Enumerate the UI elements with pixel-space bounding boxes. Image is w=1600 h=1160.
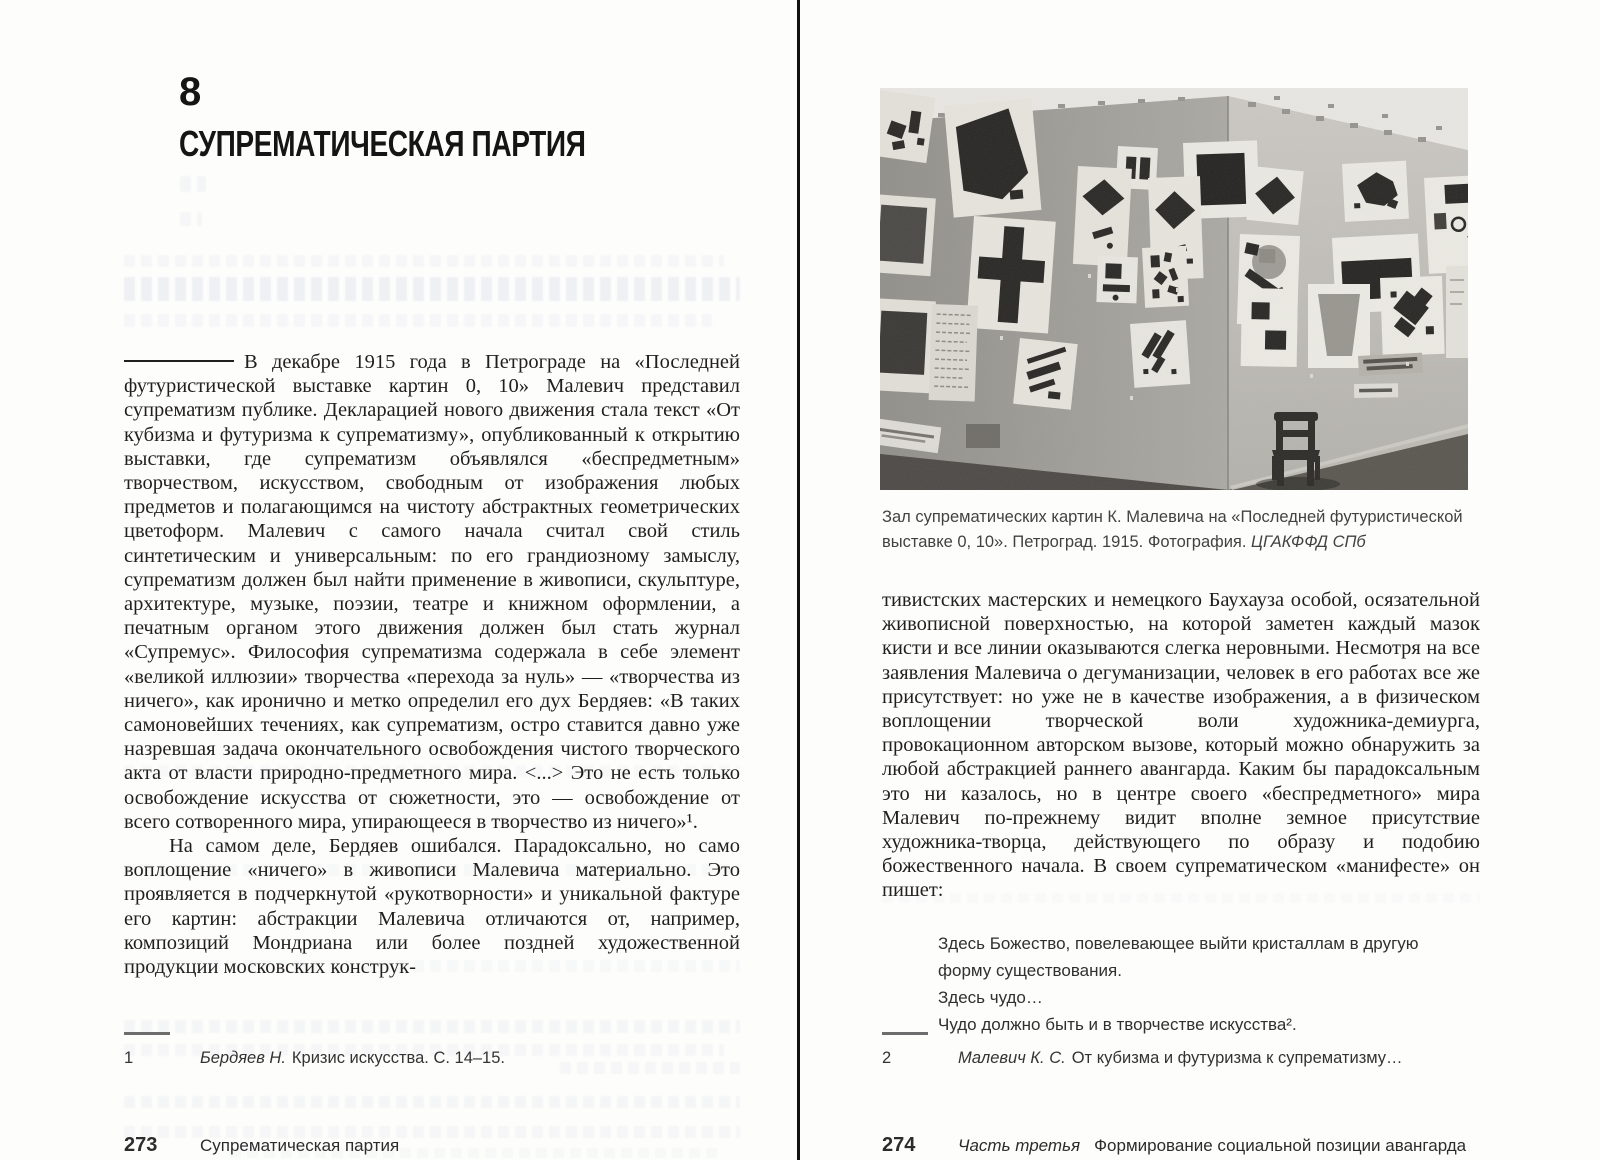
chapter-number: 8 (179, 70, 202, 114)
footnote-text (200, 1048, 505, 1069)
footnote-rule-right (882, 1032, 928, 1035)
page-footer-right (882, 1134, 1466, 1157)
left-body-text (124, 350, 740, 979)
photo-caption-text: Зал супрематических картин К. Малевича на «Последней футуристической выставке 0, 10». Петроград. 1915. Фотография. (882, 508, 1463, 551)
bleed-through-mark (882, 893, 1480, 903)
running-title-left: Супрематическая партия (200, 1136, 400, 1155)
bleed-through-mark (124, 1020, 740, 1033)
page-number-left: 273 (124, 1134, 158, 1156)
page-gutter-divider (797, 0, 800, 1160)
paragraph-lead-dash (124, 360, 234, 362)
chapter-title: СУПРЕМАТИЧЕСКАЯ ПАРТИЯ (179, 123, 586, 164)
footnote-number: 2 (882, 1049, 892, 1067)
paragraph-1-text: В декабре 1915 года в Петрограде на «Последней футуристической выставке картин 0, 10» Малевич представил супрематизм публике. Декларацией нового движения стала текст «От кубизма и футуризма к супрематизму», опубликованный к открытию выставки, где супрематизм объявлялся «беспредметным» творчеством, искусством, свободным от изображения любых предметов и полагающимся на чистоту абстрактных геометрических цветоформ. Малевич с самого начала считал свой стиль синтетическим и универсальным: по его грандиозному замыслу, супрематизм должен был найти применение в живописи, скульптуре, архитектуре, музыке, поэзии, театре и книжном оформлении, а печатным органом этого движения должен был стать журнал «Супремус». Философия супрематизма содержала в себе элемент «великой иллюзии» творчества «перехода за нуль» — «творчества из ничего», как иронично и метко определил его дух Бердяев: «В таких самоновейших течениях, как супрематизм, остро ставится давно уже назревшая задача окончательного освобождения чистого творческого акта от власти природно-предметного мира. <...> Это не есть только освобождение искусства от сюжетности, это — освобождение от всего сотворенного мира, упирающееся в творчество из ничего»¹. (124, 351, 740, 833)
quote-line: Здесь Божество, повелевающее выйти кристаллам в другую форму существования. (938, 934, 1419, 980)
footnote-right (882, 1048, 1480, 1069)
photo-caption-credit: ЦГАКФФД СПб (1251, 533, 1366, 551)
footnote-author: Малевич К. С. (958, 1049, 1066, 1067)
bleed-through-mark (124, 1096, 740, 1108)
exhibition-photo-art (880, 88, 1468, 490)
block-quote (938, 930, 1420, 1038)
paragraph-2: На самом деле, Бердяев ошибался. Парадоксально, но само воплощение «ничего» в живописи Малевича материально. Это проявляется в подчеркнутой «рукотворности» и уникальной фактуре его картин: абстракции Малевича отличаются от, например, композиций Мондриана или более поздней художественной продукции московских конструк- (124, 835, 740, 979)
quote-line: Здесь чудо… (938, 988, 1043, 1007)
running-title-right (958, 1136, 1466, 1156)
page-footer-left (124, 1134, 399, 1157)
paragraph-3: тивистских мастерских и немецкого Баухауза особой, осязательной живописной поверхностью, на которой заметен каждый мазок кисти и все линии оказываются слегка неровными. Несмотря на все заявления Малевича о дегуманизации, человек в его работах все же присутствует: но уже не в качестве изображения, а в физическом воплощении творческой воли художника-демиурга, провокационном авторском вызове, который можно обнаружить за любой абстракцией раннего авангарда. Каким бы парадоксальным это ни казалось, но в центре своего «беспредметного» мира Малевич по-прежнему видит вполне земное присутствие художника-творца, действующего по образу и подобию божественного начала. В своем супрематическом «манифесте» он пишет: (882, 589, 1480, 902)
part-title: Формирование социальной позиции авангарда (1094, 1136, 1467, 1155)
footnote-author: Бердяев Н. (200, 1049, 286, 1067)
footnote-rule-left (124, 1032, 170, 1035)
footnote-text (958, 1048, 1403, 1069)
bleed-through-mark (124, 277, 740, 301)
part-label: Часть третья (958, 1136, 1081, 1155)
bleed-through-mark (124, 255, 724, 267)
quote-line: Чудо должно быть и в творчестве искусства². (938, 1015, 1297, 1034)
page-number-right: 274 (882, 1134, 916, 1156)
footnote-body: От кубизма и футуризма к супрематизму… (1071, 1049, 1403, 1067)
exhibition-photo (880, 88, 1468, 490)
photo-caption (882, 505, 1474, 555)
footnote-number: 1 (124, 1049, 134, 1067)
footnote-body: Кризис искусства. С. 14–15. (291, 1049, 505, 1067)
bleed-through-mark (180, 212, 202, 226)
right-body-text (882, 588, 1480, 903)
bleed-through-mark (180, 176, 206, 192)
footnote-left (124, 1048, 740, 1069)
paragraph-1 (124, 350, 740, 834)
bleed-through-mark (124, 314, 712, 327)
